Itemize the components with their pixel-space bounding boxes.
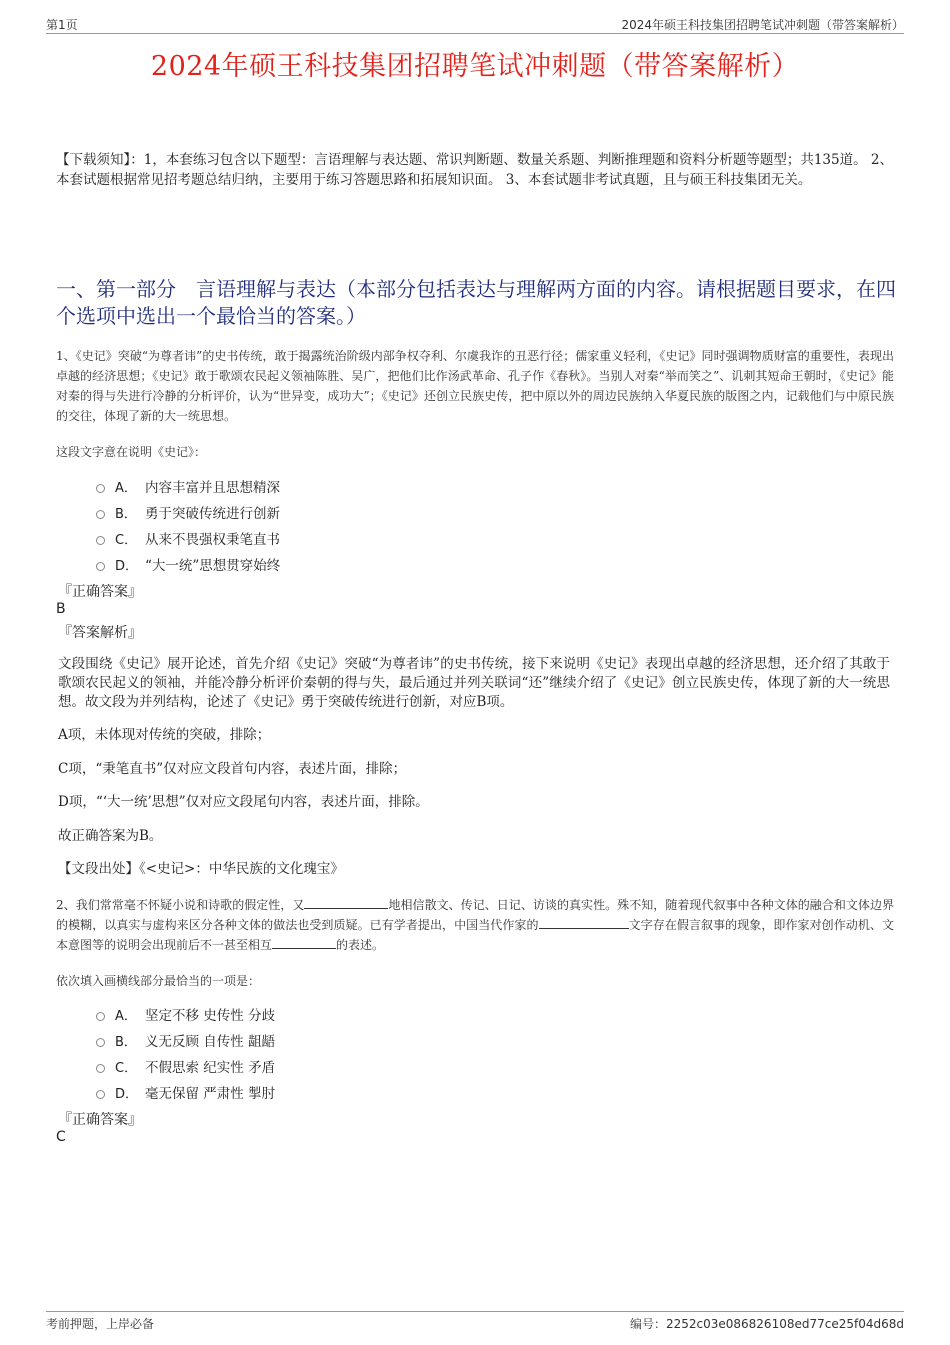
footer-slogan: 考前押题，上岸必备 xyxy=(46,1317,155,1331)
question-1-option-a[interactable]: A． 内容丰富并且思想精深 xyxy=(96,475,280,497)
fill-blank-2 xyxy=(539,916,629,929)
question-1-source: 【文段出处】《<史记>：中华民族的文化瑰宝》 xyxy=(58,861,344,877)
radio-icon[interactable] xyxy=(96,510,105,519)
fill-blank-3 xyxy=(272,936,336,949)
question-2-option-d[interactable]: D． 毫无保留 严肃性 掣肘 xyxy=(96,1081,275,1103)
fill-blank-1 xyxy=(304,896,388,909)
question-1-conclusion: 故正确答案为B。 xyxy=(58,828,163,844)
radio-icon[interactable] xyxy=(96,1090,105,1099)
question-1-option-d[interactable]: D． “大一统”思想贯穿始终 xyxy=(96,553,280,575)
question-2-text: 2、我们常常毫不怀疑小说和诗歌的假定性，又 地相信散文、传记、日记、访谈的真实性。殊不知，随着现代叙事中各种文体的融合和文体边界的模糊，以真实与虚构来区分各种文体的做法也受到质疑。已有学者提出，中国当代作家的 文字存在假言叙事的现象，即作家对创作动机、文本意图等的说明会出现前后不一甚至相互 的表述。 xyxy=(56,898,894,952)
footer-rule xyxy=(46,1311,904,1312)
question-2-option-a[interactable]: A． 坚定不移 史传性 分歧 xyxy=(96,1003,275,1025)
question-1-analysis-label: 『答案解析』 xyxy=(58,625,142,641)
radio-icon[interactable] xyxy=(96,562,105,571)
question-1-analysis-c: C项，“秉笔直书”仅对应文段首句内容，表述片面，排除； xyxy=(58,761,407,777)
download-notice: 【下载须知】：1，本套练习包含以下题型：言语理解与表达题、常识判断题、数量关系题、判断推理题和资料分析题等题型；共135道。 2、本套试题根据常见招考题总结归纳，主要用于练习答题思路和拓展知识面。 3、本套试题非考试真题，且与硕王科技集团无关。 xyxy=(56,152,893,188)
radio-icon[interactable] xyxy=(96,1012,105,1021)
radio-icon[interactable] xyxy=(96,1038,105,1047)
question-2-option-b[interactable]: B． 义无反顾 自传性 龃龉 xyxy=(96,1029,275,1051)
section-heading: 一、第一部分 言语理解与表达（本部分包括表达与理解两方面的内容。请根据题目要求，在四个选项中选出一个最恰当的答案。） xyxy=(56,277,896,328)
question-2-option-c[interactable]: C． 不假思索 纪实性 矛盾 xyxy=(96,1055,275,1077)
question-1-prompt: 这段文字意在说明《史记》： xyxy=(56,445,207,459)
footer-serial: 编号：2252c03e086826108ed77ce25f04d68d xyxy=(629,1317,904,1331)
question-1-analysis-d: D项，“‘大一统’思想”仅对应文段尾句内容，表述片面，排除。 xyxy=(58,794,429,810)
header-doc-title: 2024年硕王科技集团招聘笔试冲刺题（带答案解析） xyxy=(621,18,904,32)
question-1-answer: B xyxy=(56,601,66,617)
question-2-answer: C xyxy=(56,1129,66,1145)
question-1-option-c[interactable]: C． 从来不畏强权秉笔直书 xyxy=(96,527,280,549)
question-1-analysis-a: A项，未体现对传统的突破，排除； xyxy=(58,727,271,743)
question-2-prompt: 依次填入画横线部分最恰当的一项是： xyxy=(56,974,261,988)
question-2-answer-label: 『正确答案』 xyxy=(58,1112,142,1128)
radio-icon[interactable] xyxy=(96,1064,105,1073)
document-title: 2024年硕王科技集团招聘笔试冲刺题（带答案解析） xyxy=(150,51,800,82)
question-1-answer-label: 『正确答案』 xyxy=(58,584,142,600)
question-1-text: 1、《史记》突破“为尊者讳”的史书传统，敢于揭露统治阶级内部争权夺利、尔虞我诈的丑恶行径；儒家重义轻利，《史记》同时强调物质财富的重要性，表现出卓越的经济思想；《史记》敢于歌颂农民起义领袖陈胜、吴广，把他们比作汤武革命、孔子作《春秋》。当别人对秦“举而笑之”、讥刺其短命王朝时，《史记》能对秦的得与失进行冷静的分析评价，认为“世异变，成功大”；《史记》还创立民族史传，把中原以外的周边民族纳入华夏民族的版图之内，记载他们与中原民族的交往，体现了新的大一统思想。 xyxy=(56,349,894,423)
page-number: 第1页 xyxy=(46,18,78,32)
question-1-option-b[interactable]: B． 勇于突破传统进行创新 xyxy=(96,501,280,523)
question-1-analysis-main: 文段围绕《史记》展开论述，首先介绍《史记》突破“为尊者讳”的史书传统，接下来说明《史记》表现出卓越的经济思想，还介绍了其敢于歌颂农民起义的领袖，并能冷静分析评价秦朝的得与失，最后通过并列关联词“还”继续介绍了《史记》创立民族史传，体现了新的大一统思想。故文段为并列结构，论述了《史记》勇于突破传统进行创新，对应B项。 xyxy=(58,656,890,710)
header-rule xyxy=(46,33,904,34)
radio-icon[interactable] xyxy=(96,536,105,545)
radio-icon[interactable] xyxy=(96,484,105,493)
